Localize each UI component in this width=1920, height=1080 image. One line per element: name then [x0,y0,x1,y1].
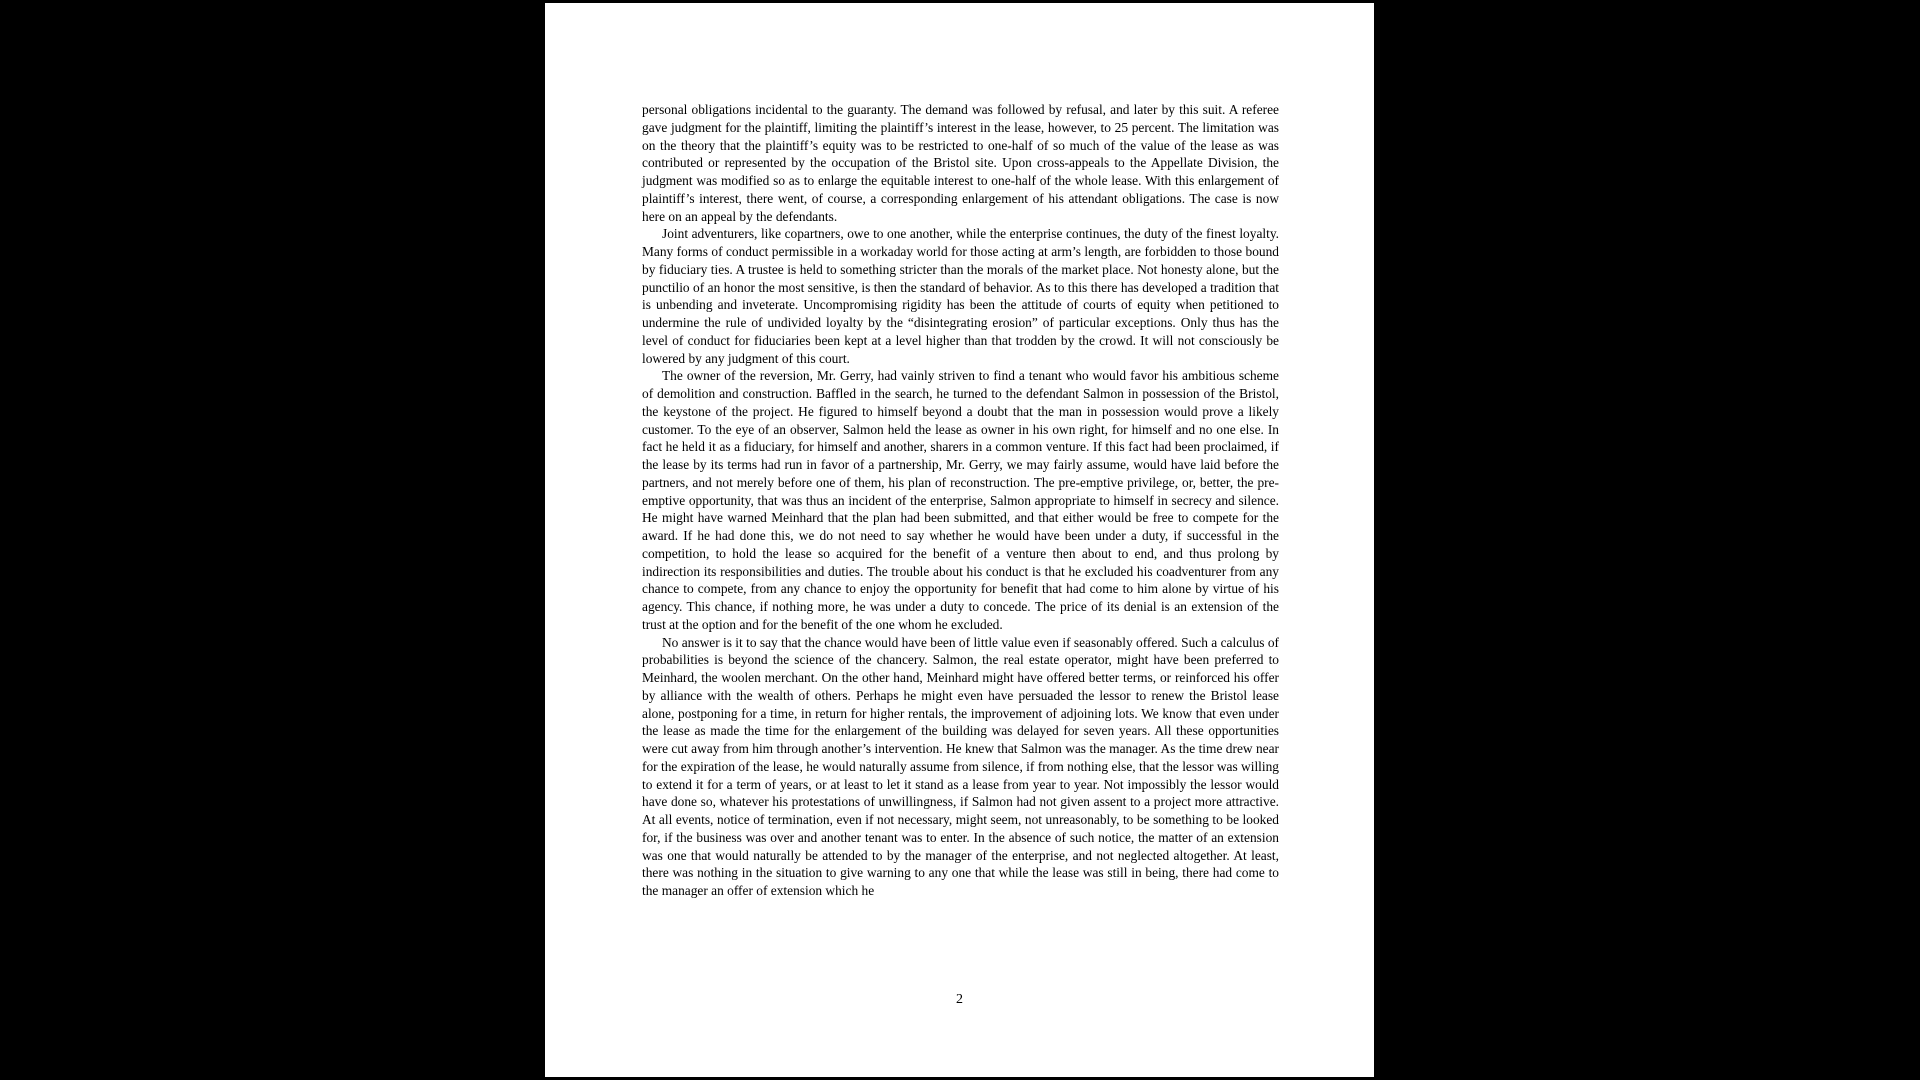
page-body-text [642,101,1279,900]
paragraph-1: personal obligations incidental to the guaranty. The demand was followed by refusal, and later by this suit. A referee gave judgment for the plaintiff, limiting the plaintiff’s interest in the lease, however, to 25 percent. The limitation was on the theory that the plaintiff’s equity was to be restricted to one-half of so much of the value of the lease as was contributed or represented by the occupation of the Bristol site. Upon cross-appeals to the Appellate Division, the judgment was modified so as to enlarge the equitable interest to one-half of the whole lease. With this enlargement of plaintiff’s interest, there went, of course, a corresponding enlargement of his attendant obligations. The case is now here on an appeal by the defendants. [642,102,1279,224]
page-number: 2 [956,992,963,1007]
paragraph-2: Joint adventurers, like copartners, owe to one another, while the enterprise continues, the duty of the finest loyalty. Many forms of conduct permissible in a workaday world for those acting at arm’s length, are forbidden to those bound by fiduciary ties. A trustee is held to something stricter than the morals of the market place. Not honesty alone, but the punctilio of an honor the most sensitive, is then the standard of behavior. As to this there has developed a tradition that is unbending and inveterate. Uncompromising rigidity has been the attitude of courts of equity when petitioned to undermine the rule of undivided loyalty by the “disintegrating erosion” of particular exceptions. Only thus has the level of conduct for fiduciaries been kept at a level higher than that trodden by the crowd. It will not consciously be lowered by any judgment of this court. [642,226,1279,366]
document-page [545,3,1374,1077]
paragraph-3: The owner of the reversion, Mr. Gerry, had vainly striven to find a tenant who would favor his ambitious scheme of demolition and construction. Baffled in the search, he turned to the defendant Salmon in possession of the Bristol, the keystone of the project. He figured to himself beyond a doubt that the man in possession would prove a likely customer. To the eye of an observer, Salmon held the lease as owner in his own right, for himself and no one else. In fact he held it as a fiduciary, for himself and another, sharers in a common venture. If this fact had been proclaimed, if the lease by its terms had run in favor of a partnership, Mr. Gerry, we may fairly assume, would have laid before the partners, and not merely before one of them, his plan of reconstruction. The pre-emptive privilege, or, better, the pre-emptive opportunity, that was thus an incident of the enterprise, Salmon appropriate to himself in secrecy and silence. He might have warned Meinhard that the plan had been submitted, and that either would be free to compete for the award. If he had done this, we do not need to say whether he would have been under a duty, if successful in the competition, to hold the lease so acquired for the benefit of a venture then about to end, and thus prolong by indirection its responsibilities and duties. The trouble about his conduct is that he excluded his coadventurer from any chance to compete, from any chance to enjoy the opportunity for benefit that had come to him alone by virtue of his agency. This chance, if nothing more, he was under a duty to concede. The price of its denial is an extension of the trust at the option and for the benefit of the one whom he excluded. [642,368,1279,632]
paragraph-4: No answer is it to say that the chance would have been of little value even if seasonably offered. Such a calculus of probabilities is beyond the science of the chancery. Salmon, the real estate operator, might have been preferred to Meinhard, the woolen merchant. On the other hand, Meinhard might have offered better terms, or reinforced his offer by alliance with the wealth of others. Perhaps he might even have persuaded the lessor to renew the Bristol lease alone, postponing for a time, in return for higher rentals, the improvement of adjoining lots. We know that even under the lease as made the time for the enlargement of the building was delayed for seven years. All these opportunities were cut away from him through another’s intervention. He knew that Salmon was the manager. As the time drew near for the expiration of the lease, he would naturally assume from silence, if from nothing else, that the lessor was willing to extend it for a term of years, or at least to let it stand as a lease from year to year. Not impossibly the lessor would have done so, whatever his protestations of unwillingness, if Salmon had not given assent to a project more attractive. At all events, notice of termination, even if not necessary, might seem, not unreasonably, to be something to be looked for, if the business was over and another tenant was to enter. In the absence of such notice, the matter of an extension was one that would naturally be attended to by the manager of the enterprise, and not neglected altogether. At least, there was nothing in the situation to give warning to any one that while the lease was still in being, there had come to the manager an offer of extension which he [642,634,1279,898]
